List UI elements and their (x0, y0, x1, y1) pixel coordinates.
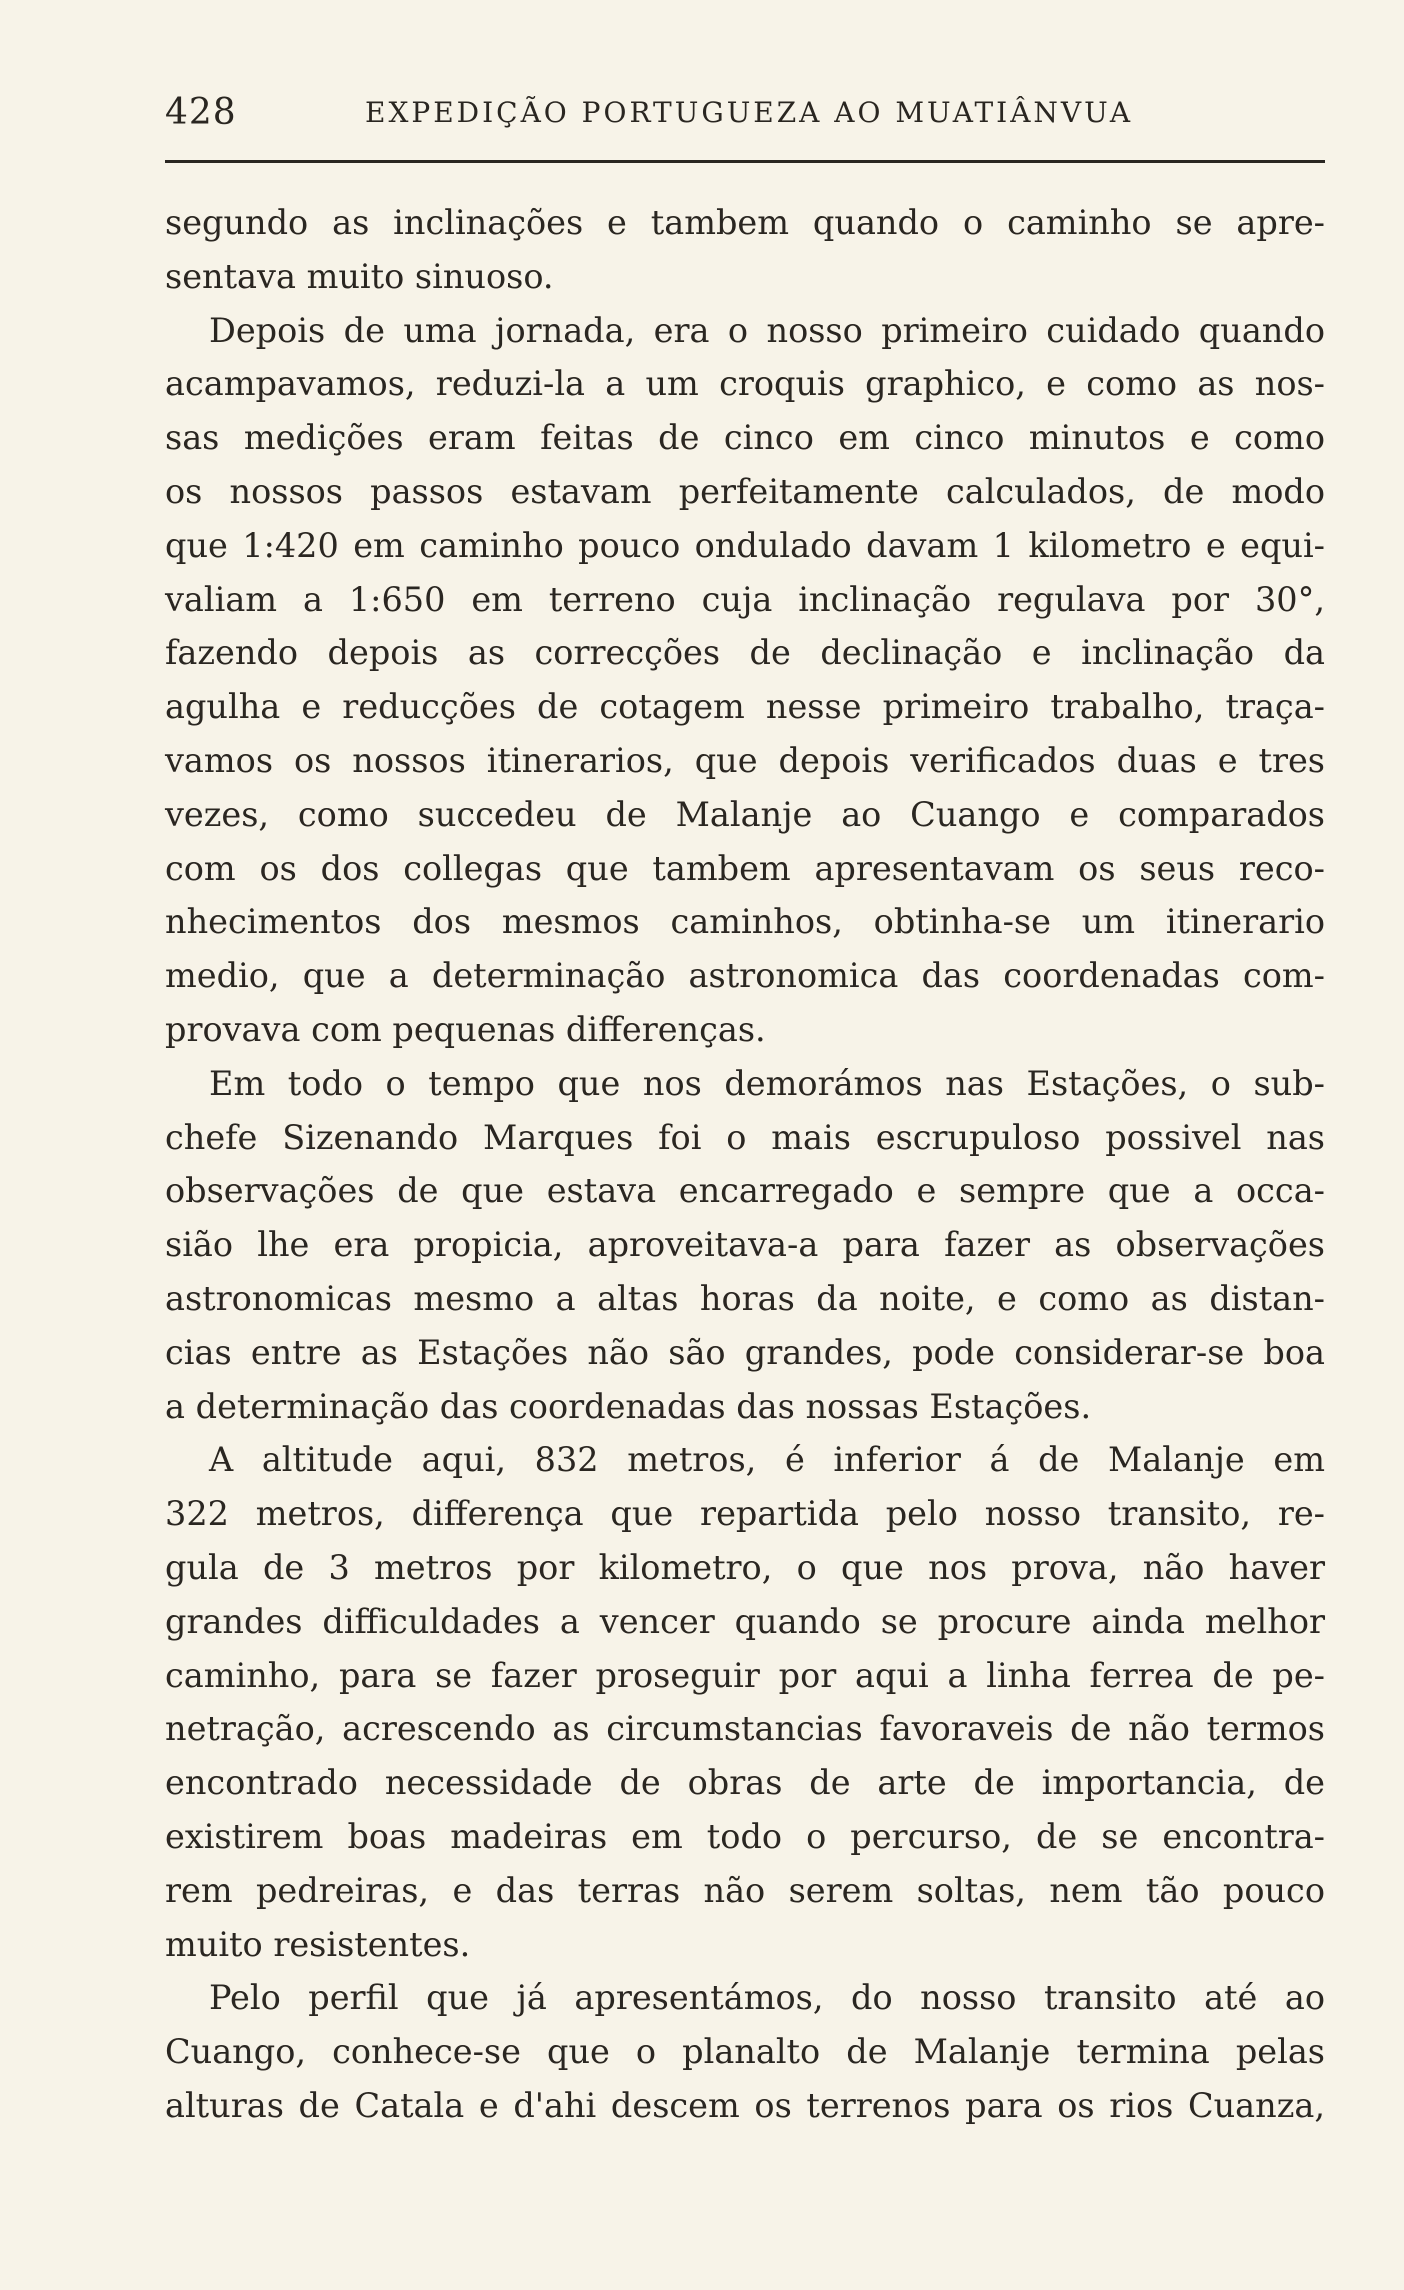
text-line: Cuango, conhece-se que o planalto de Malanje termina pelas (165, 2032, 1325, 2072)
text-line: alturas de Catala e d'ahi descem os terrenos para os rios Cuanza, (165, 2085, 1325, 2125)
text-line: valiam a 1:650 em terreno cuja inclinação regulava por 30°, (165, 579, 1325, 619)
running-title: EXPEDIÇÃO PORTUGUEZA AO MUATIÂNVUA (365, 96, 1134, 129)
text-line: muito resistentes. (165, 1924, 471, 1964)
text-line: Depois de uma jornada, era o nosso primeiro cuidado quando (209, 310, 1325, 350)
page-number: 428 (165, 92, 237, 133)
text-line: fazendo depois as correcções de declinação e inclinação da (165, 633, 1325, 673)
text-line: medio, que a determinação astronomica das coordenadas com- (165, 956, 1325, 996)
text-line: gula de 3 metros por kilometro, o que nos prova, não haver (165, 1547, 1325, 1587)
text-line: agulha e reducções de cotagem nesse primeiro trabalho, traça- (165, 687, 1325, 727)
text-line: segundo as inclinações e tambem quando o caminho se apre- (165, 203, 1325, 242)
text-line: netração, acrescendo as circumstancias favoraveis de não termos (165, 1709, 1325, 1749)
text-line: existirem boas madeiras em todo o percurso, de se encontra- (165, 1816, 1325, 1856)
text-line: provava com pequenas differenças. (165, 1009, 766, 1049)
text-line: acampavamos, reduzi-la a um croquis graphico, e como as nos- (165, 364, 1325, 404)
text-line: Pelo perfil que já apresentámos, do nosso transito até ao (209, 1978, 1325, 2018)
text-line: vezes, como succedeu de Malanje ao Cuango e comparados (165, 794, 1325, 834)
text-line: os nossos passos estavam perfeitamente calculados, de modo (165, 471, 1325, 511)
text-line: vamos os nossos itinerarios, que depois verificados duas e tres (165, 740, 1325, 780)
text-line: nhecimentos dos mesmos caminhos, obtinha-se um itinerario (165, 902, 1325, 942)
text-line: sião lhe era propicia, aproveitava-a para fazer as observações (165, 1225, 1325, 1265)
page-header (165, 92, 1325, 142)
text-line: A altitude aqui, 832 metros, é inferior á de Malanje em (209, 1440, 1325, 1480)
text-line: Em todo o tempo que nos demorámos nas Estações, o sub- (209, 1063, 1325, 1103)
text-line: astronomicas mesmo a altas horas da noite, e como as distan- (165, 1278, 1325, 1318)
text-line: que 1:420 em caminho pouco ondulado davam 1 kilometro e equi- (165, 525, 1325, 565)
text-line: a determinação das coordenadas das nossas Estações. (165, 1386, 1092, 1426)
text-line: encontrado necessidade de obras de arte de importancia, de (165, 1763, 1325, 1803)
header-rule (165, 160, 1325, 163)
text-line: chefe Sizenando Marques foi o mais escrupuloso possivel nas (165, 1117, 1325, 1157)
text-line: rem pedreiras, e das terras não serem soltas, nem tão pouco (165, 1870, 1325, 1910)
text-line: sentava muito sinuoso. (165, 256, 554, 296)
text-line: observações de que estava encarregado e sempre que a occa- (165, 1171, 1325, 1211)
text-line: caminho, para se fazer proseguir por aqui a linha ferrea de pe- (165, 1655, 1325, 1695)
body-text (165, 196, 1325, 2133)
text-line: 322 metros, differença que repartida pelo nosso transito, re- (165, 1494, 1325, 1534)
text-line: sas medições eram feitas de cinco em cinco minutos e como (165, 418, 1325, 458)
text-line: cias entre as Estações não são grandes, pode considerar-se boa (165, 1332, 1325, 1372)
text-line: grandes difficuldades a vencer quando se procure ainda melhor (165, 1601, 1325, 1641)
text-line: com os dos collegas que tambem apresentavam os seus reco- (165, 848, 1325, 888)
